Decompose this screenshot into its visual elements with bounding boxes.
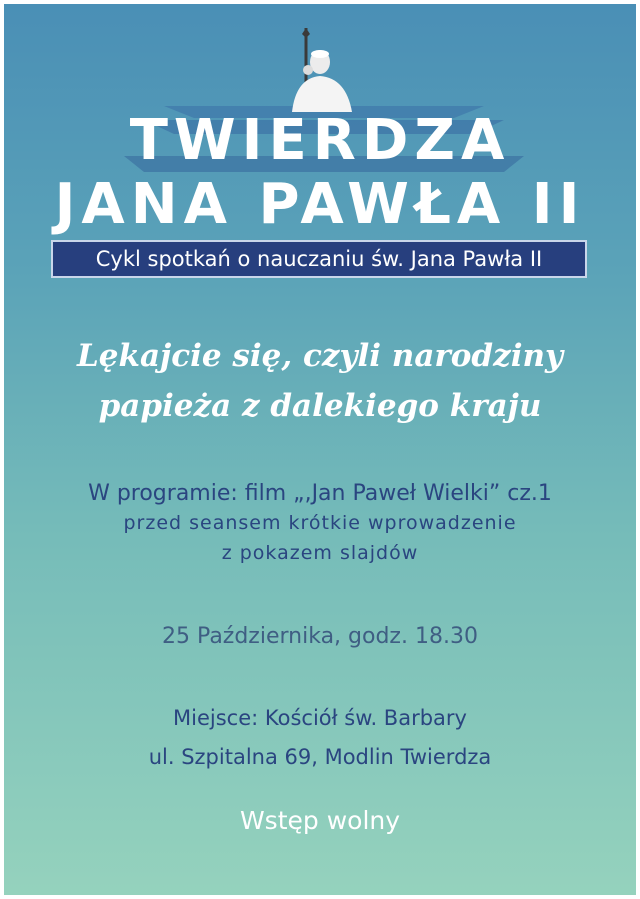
program-line-2: przed seansem krótkie wprowadzenie (123, 512, 517, 534)
title-line-1: TWIERDZA (129, 108, 511, 173)
venue-line-1: Miejsce: Kościół św. Barbary (173, 706, 467, 730)
program-line-3: z pokazem slajdów (221, 542, 419, 564)
subtitle-banner: Cykl spotkań o nauczaniu św. Jana Pawła II (51, 240, 587, 278)
admission-note: Wstęp wolny (239, 806, 401, 835)
pope-figure-icon (272, 26, 368, 112)
event-date: 25 Października, godz. 18.30 (162, 624, 478, 649)
event-poster (4, 4, 636, 895)
headline-line-2: papieża z dalekiego kraju (98, 388, 542, 424)
title-line-2: JANA PAWŁA II (54, 172, 586, 237)
headline-line-1: Lękajcie się, czyli narodziny (76, 338, 564, 374)
venue-line-2: ul. Szpitalna 69, Modlin Twierdza (148, 745, 492, 769)
program-line-1: W programie: film „,Jan Paweł Wielki” cz.1 (88, 481, 552, 506)
